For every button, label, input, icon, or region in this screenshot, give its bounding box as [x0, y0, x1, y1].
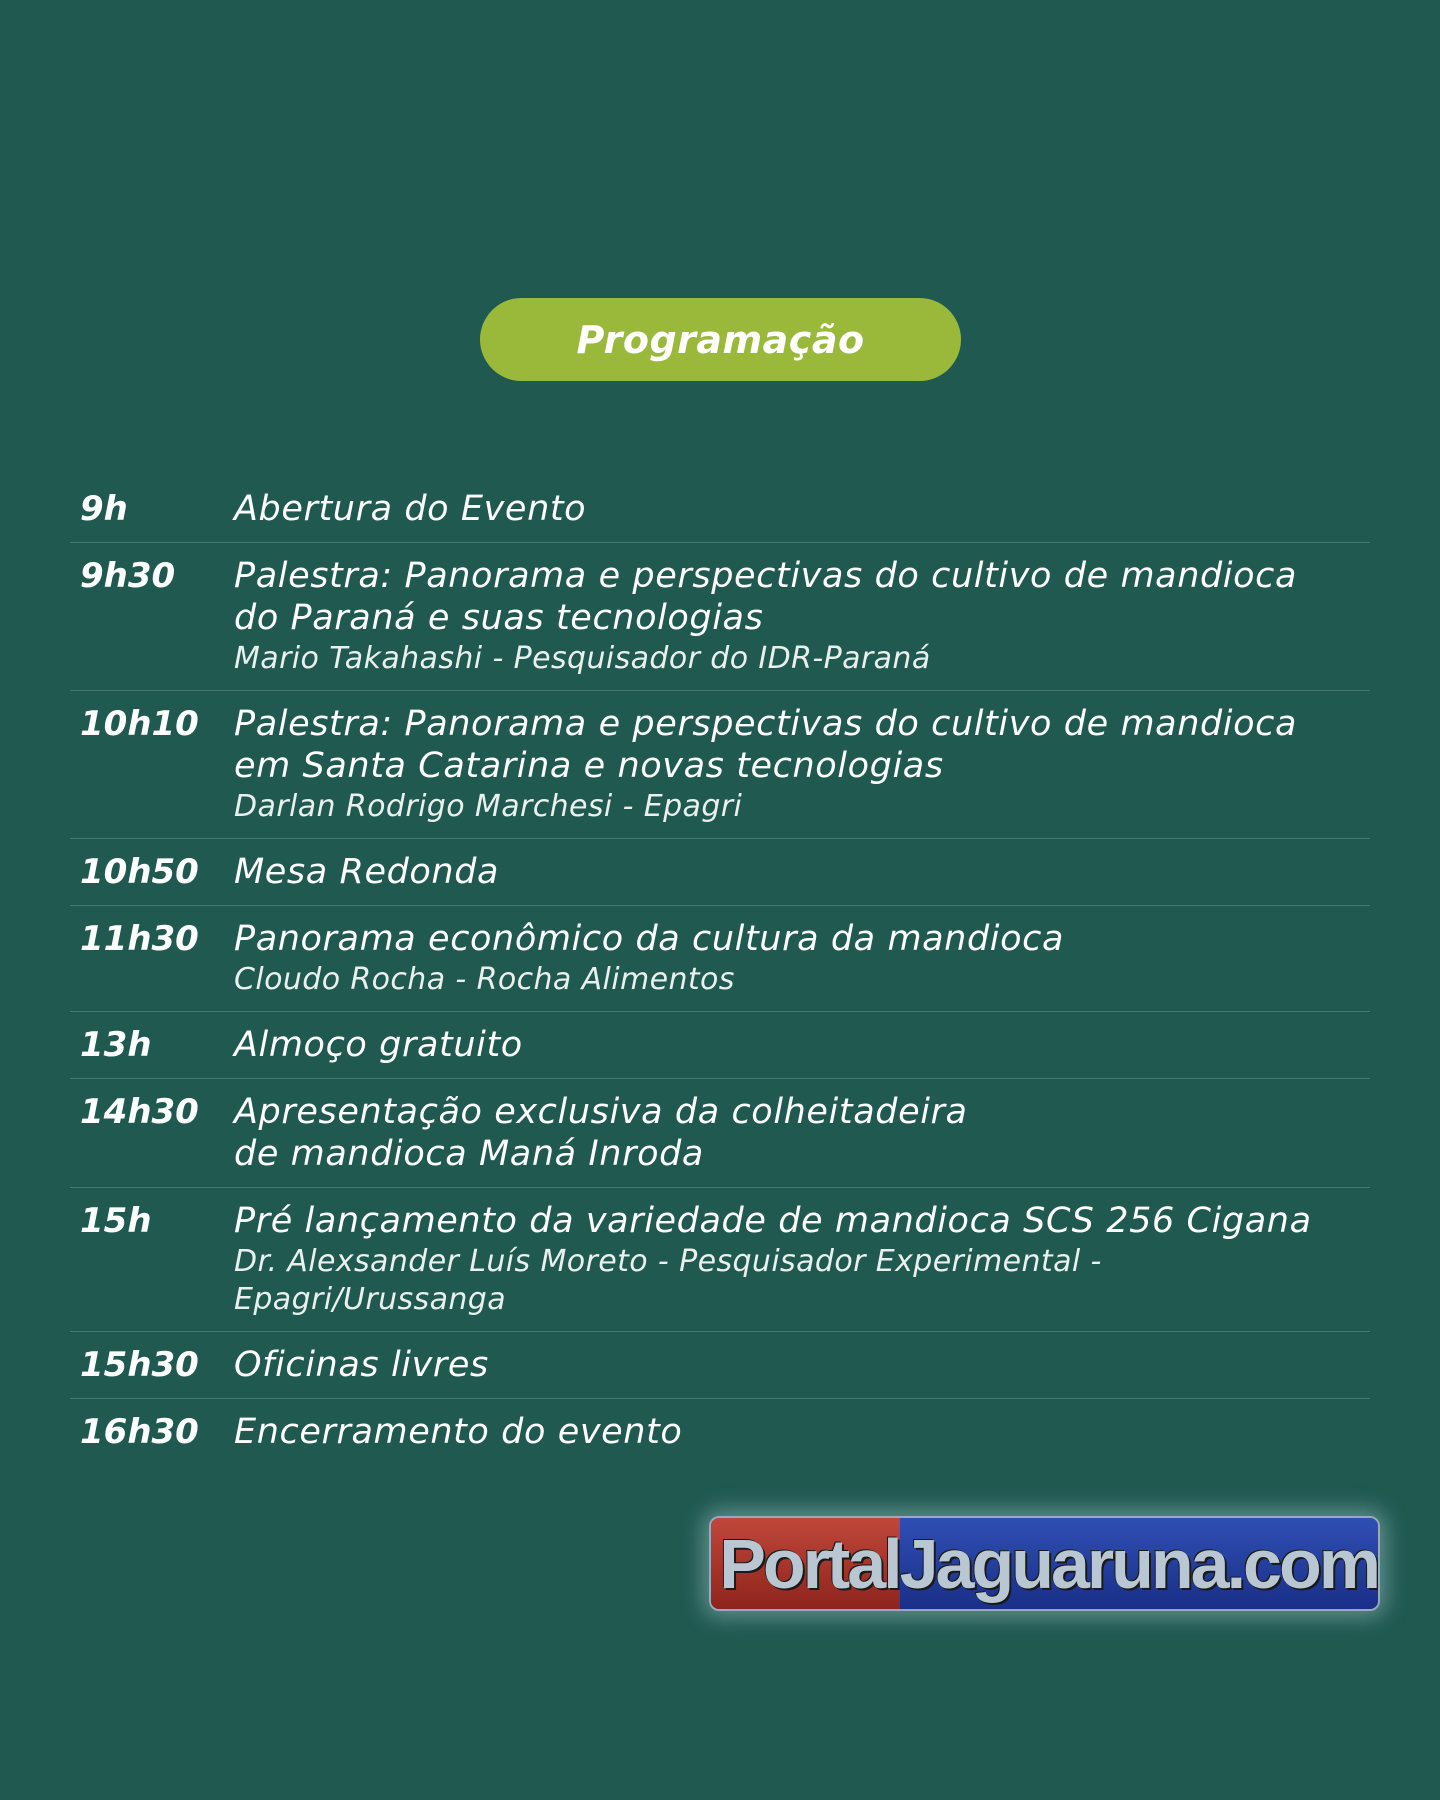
schedule-time: 16h30	[80, 1412, 199, 1452]
program-title-pill	[480, 298, 961, 381]
schedule-title-line: Apresentação exclusiva da colheitadeira	[234, 1092, 968, 1132]
schedule-content	[234, 555, 1370, 678]
schedule-time: 14h30	[80, 1092, 199, 1132]
schedule-speaker: Mario Takahashi - Pesquisador do IDR-Paraná	[234, 641, 931, 676]
schedule-title-line: Pré lançamento da variedade de mandioca SCS 256 Cigana	[234, 1201, 1312, 1241]
schedule-title-line: Abertura do Evento	[234, 489, 587, 529]
schedule-title-line: Oficinas livres	[234, 1345, 489, 1385]
schedule-time: 10h50	[80, 852, 199, 892]
schedule-speaker: Darlan Rodrigo Marchesi - Epagri	[234, 789, 743, 824]
schedule-row	[70, 839, 1370, 906]
watermark-logo-blue-panel	[900, 1518, 1378, 1609]
schedule-title-line: Almoço gratuito	[234, 1025, 523, 1065]
schedule-speaker: Cloudo Rocha - Rocha Alimentos	[234, 962, 735, 997]
schedule-row	[70, 543, 1370, 691]
schedule-content	[234, 1344, 1370, 1386]
schedule-title-line: Mesa Redonda	[234, 852, 500, 892]
schedule-time: 15h	[80, 1201, 152, 1241]
schedule-row	[70, 691, 1370, 839]
schedule-speaker: Dr. Alexsander Luís Moreto - Pesquisador Experimental - Epagri/Urussanga	[234, 1244, 1102, 1317]
schedule-time: 9h	[80, 489, 128, 529]
watermark-logo-part2: Jaguaruna.com	[899, 1524, 1378, 1603]
schedule-row	[70, 476, 1370, 543]
schedule-content	[234, 703, 1370, 826]
schedule-list	[70, 476, 1370, 1465]
schedule-time: 10h10	[80, 704, 199, 744]
schedule-title-line: Palestra: Panorama e perspectivas do cultivo de mandioca	[234, 556, 1298, 596]
program-title: Programação	[576, 317, 865, 362]
schedule-row	[70, 1012, 1370, 1079]
schedule-time: 9h30	[80, 556, 176, 596]
schedule-row	[70, 1079, 1370, 1188]
schedule-row	[70, 1332, 1370, 1399]
schedule-title-line: Palestra: Panorama e perspectivas do cultivo de mandioca	[234, 704, 1298, 744]
schedule-content	[234, 918, 1370, 999]
schedule-title-line: Encerramento do evento	[234, 1412, 683, 1452]
schedule-content	[234, 488, 1370, 530]
schedule-time: 15h30	[80, 1345, 199, 1385]
schedule-row	[70, 1188, 1370, 1332]
watermark-logo	[709, 1516, 1380, 1611]
schedule-title-line: do Paraná e suas tecnologias	[234, 598, 764, 638]
schedule-row	[70, 906, 1370, 1012]
watermark-logo-part1: Portal	[719, 1524, 900, 1603]
schedule-content	[234, 1024, 1370, 1066]
schedule-row	[70, 1399, 1370, 1465]
schedule-title-line: em Santa Catarina e novas tecnologias	[234, 746, 944, 786]
schedule-content	[234, 1411, 1370, 1453]
watermark-logo-red-panel	[711, 1518, 900, 1609]
schedule-title-line: de mandioca Maná Inroda	[234, 1134, 704, 1174]
schedule-content	[234, 851, 1370, 893]
schedule-time: 13h	[80, 1025, 152, 1065]
schedule-title-line: Panorama econômico da cultura da mandioca	[234, 919, 1065, 959]
schedule-content	[234, 1200, 1370, 1319]
schedule-content	[234, 1091, 1370, 1175]
schedule-time: 11h30	[80, 919, 199, 959]
